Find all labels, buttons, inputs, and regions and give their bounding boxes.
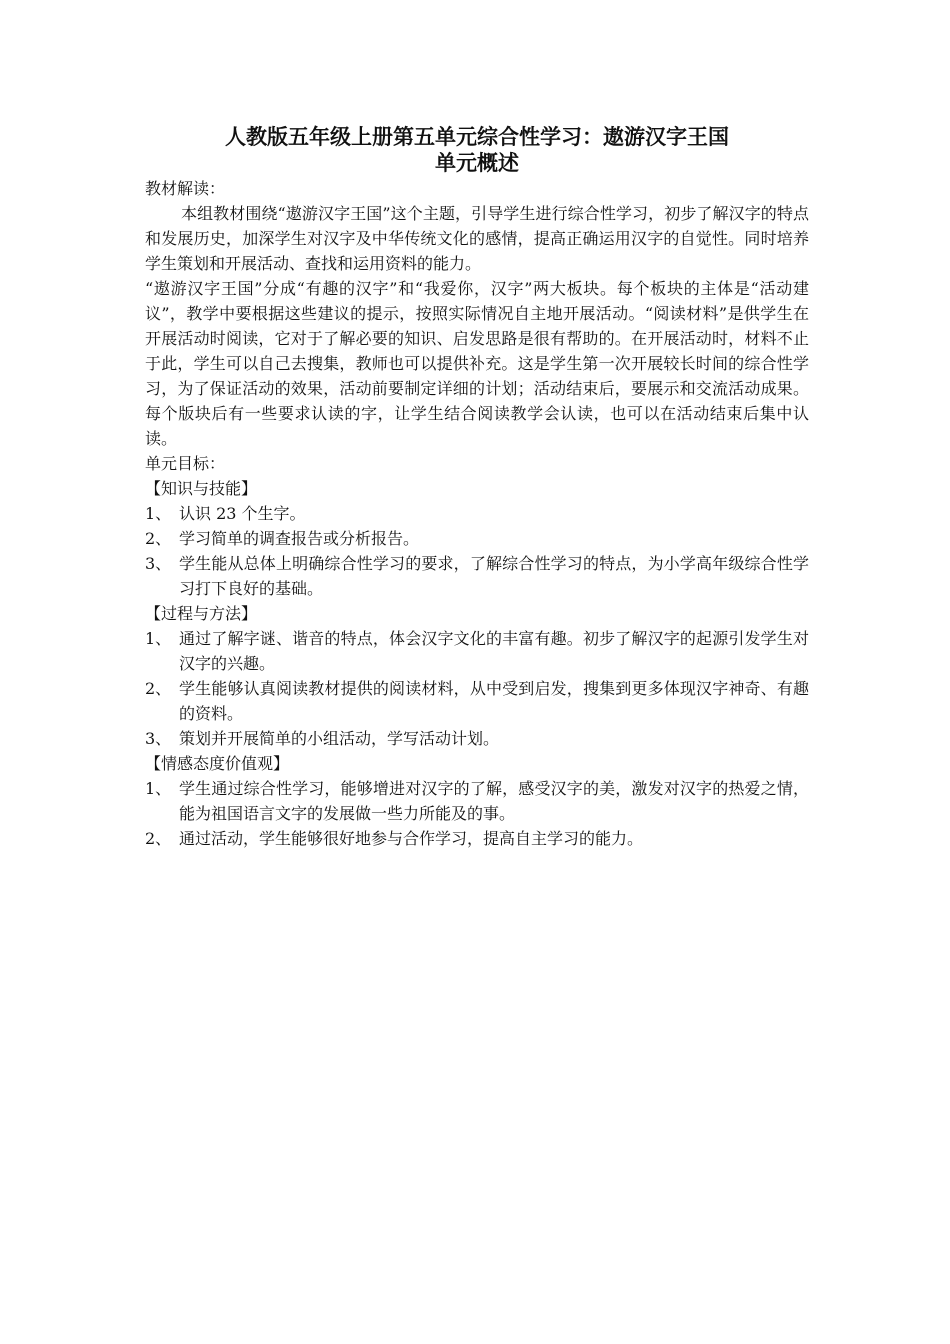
list-text: 策划并开展简单的小组活动，学写活动计划。: [179, 729, 500, 748]
list-number: 1、: [145, 629, 172, 648]
list-item: [145, 826, 809, 851]
document-page: [145, 124, 809, 851]
list-number: 3、: [145, 729, 172, 748]
goal-group-heading-emotion: 【情感态度价值观】: [145, 754, 290, 773]
list-text: 学生能够认真阅读教材提供的阅读材料，从中受到启发，搜集到更多体现汉字神奇、有趣的资料。: [179, 679, 809, 723]
paragraph-structure: “遨游汉字王国”分成“有趣的汉字”和“我爱你，汉字”两大板块。每个板块的主体是“活动建议”，教学中要根据这些建议的提示，按照实际情况自主地开展活动。“阅读材料”是供学生在开展活动时阅读，它对于了解必要的知识、启发思路是很有帮助的。在开展活动时，材料不止于此，学生可以自己去搜集，教师也可以提供补充。这是学生第一次开展较长时间的综合性学习，为了保证活动的效果，活动前要制定详细的计划；活动结束后，要展示和交流活动成果。每个版块后有一些要求认读的字，让学生结合阅读教学会认读，也可以在活动结束后集中认读。: [145, 279, 809, 448]
list-item: [145, 676, 809, 726]
goal-group-heading-process: 【过程与方法】: [145, 604, 258, 623]
list-number: 2、: [145, 829, 172, 848]
list-number: 2、: [145, 679, 172, 698]
list-number: 1、: [145, 504, 172, 523]
list-item: [145, 776, 809, 826]
list-text: 学习简单的调查报告或分析报告。: [179, 529, 420, 548]
list-text: 认识 23 个生字。: [179, 504, 306, 523]
document-subtitle: 单元概述: [435, 151, 519, 175]
list-item: [145, 526, 809, 551]
list-item: [145, 726, 809, 751]
list-item: [145, 551, 809, 601]
list-item: [145, 501, 809, 526]
list-text: 学生能从总体上明确综合性学习的要求，了解综合性学习的特点，为小学高年级综合性学习打下良好的基础。: [179, 554, 809, 598]
section-heading-textbook: 教材解读：: [145, 179, 226, 198]
paragraph-intro: 本组教材围绕“遨游汉字王国”这个主题，引导学生进行综合性学习，初步了解汉字的特点和发展历史，加深学生对汉字及中华传统文化的感情，提高正确运用汉字的自觉性。同时培养学生策划和开展活动、查找和运用资料的能力。: [145, 204, 809, 273]
list-number: 3、: [145, 554, 172, 573]
list-number: 2、: [145, 529, 172, 548]
list-number: 1、: [145, 779, 172, 798]
goal-group-heading-knowledge: 【知识与技能】: [145, 479, 258, 498]
section-heading-goals: 单元目标：: [145, 454, 226, 473]
list-text: 学生通过综合性学习，能够增进对汉字的了解，感受汉字的美，激发对汉字的热爱之情，能为祖国语言文字的发展做一些力所能及的事。: [179, 779, 809, 823]
list-item: [145, 626, 809, 676]
document-title: 人教版五年级上册第五单元综合性学习：遨游汉字王国: [225, 125, 729, 149]
list-text: 通过活动，学生能够很好地参与合作学习，提高自主学习的能力。: [179, 829, 644, 848]
list-text: 通过了解字谜、谐音的特点，体会汉字文化的丰富有趣。初步了解汉字的起源引发学生对汉字的兴趣。: [179, 629, 809, 673]
